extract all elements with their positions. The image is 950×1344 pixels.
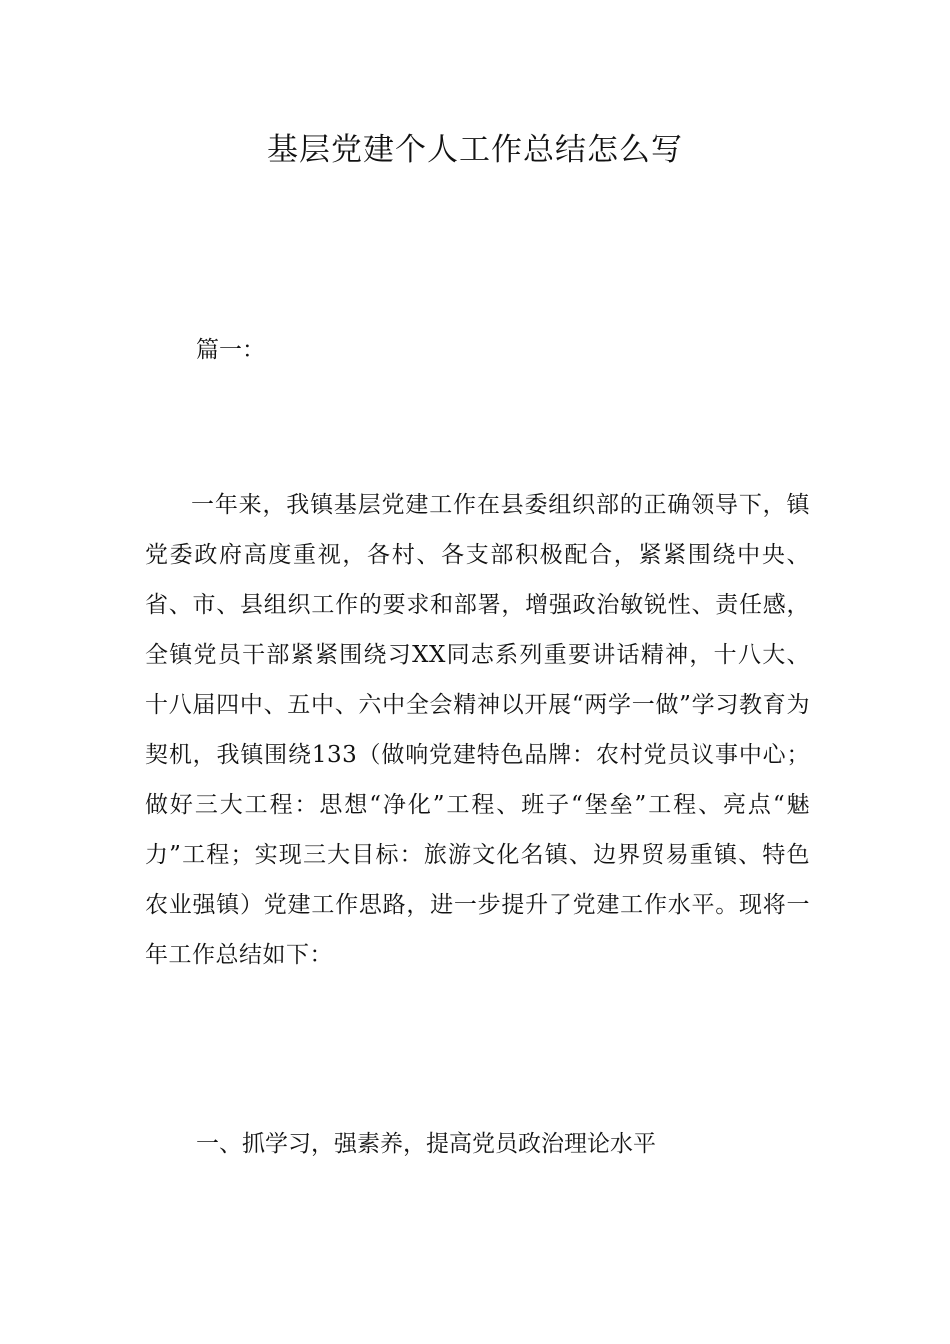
section-label: 篇一： (196, 337, 265, 363)
body-paragraph: 一年来，我镇基层党建工作在县委组织部的正确领导下，镇党委政府高度重视，各村、各支部积极配合，紧紧围绕中央、省、市、县组织工作的要求和部署，增强政治敏锐性、责任感，全镇党员干部紧紧围绕习XX同志系列重要讲话精神，十八大、十八届四中、五中、六中全会精神以开展“两学一做”学习教育为契机，我镇围绕133（做响党建特色品牌：农村党员议事中心；做好三大工程：思想“净化”工程、班子“堡垒”工程、亮点“魅力”工程；实现三大目标：旅游文化名镇、边界贸易重镇、特色农业强镇）党建工作思路，进一步提升了党建工作水平。现将一年工作总结如下： (145, 492, 810, 968)
section-heading-1: 一、抓学习，强素养，提高党员政治理论水平 (196, 1131, 656, 1157)
document-title: 基层党建个人工作总结怎么写 (267, 132, 683, 168)
